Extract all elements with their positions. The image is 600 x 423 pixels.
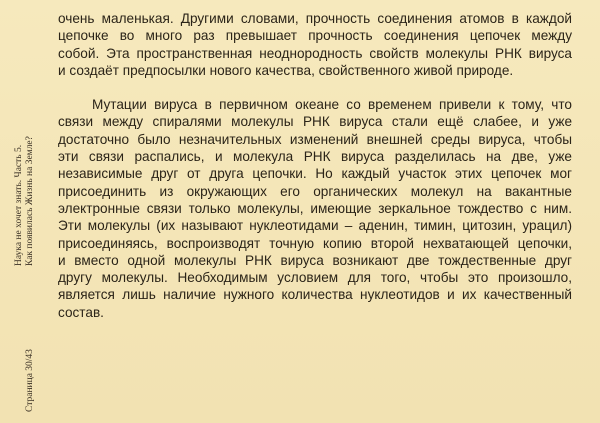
- paragraph-2: [58, 96, 572, 321]
- text-line: собой. Эта пространственная неоднородность свойств молекулы РНК вируса: [58, 45, 572, 61]
- text-line: очень маленькая. Другими словами, прочность соединения атомов в каждой: [58, 11, 572, 26]
- text-line: другу молекулы. Необходимым условием для того, чтобы это произошло,: [58, 270, 572, 286]
- book-title: [14, 136, 36, 266]
- text-line: электронные связи только молекулы, имеющие зеркальное тождество с ним.: [58, 200, 572, 216]
- text-line: цепочке во много раз превышает прочность соединения цепочек между: [58, 28, 572, 44]
- paragraph-1: [58, 10, 572, 79]
- text-line: независимые друг от друга цепочки. Но каждый участок этих цепочек мог: [58, 166, 572, 182]
- text-line: присоединяясь, воспроизводят точную копию второй нехватающей цепочки,: [58, 235, 572, 251]
- book-title-line-2: Как появилась Жизнь на Земле?: [25, 136, 35, 266]
- text-line: достаточно было незначительных изменений внешней среды вируса, чтобы: [58, 131, 572, 147]
- text-line: связи между спиралями молекулы РНК вируса стали ещё слабее, и уже: [58, 114, 572, 130]
- main-text: [58, 10, 572, 321]
- text-line: и вместо одной молекулы РНК вируса возникают две тождественные друг: [58, 252, 572, 268]
- sidebar-margin: [10, 8, 42, 416]
- text-line: Эти молекулы (их называют нуклеотидами – аденин, тимин, цитозин, урацил): [58, 218, 572, 234]
- text-line: является лишь наличие нужного количества нуклеотидов и их качественный: [58, 287, 572, 303]
- sidebar-rotated-text: [10, 8, 42, 416]
- text-line: присоединить из окружающих его органических молекул на вакантные: [58, 183, 572, 199]
- text-line: и создаёт предпосылки нового качества, свойственного живой природе.: [58, 62, 514, 78]
- text-line: Мутации вируса в первичном океане со временем привели к тому, что: [92, 97, 572, 113]
- page-number: Страница 30/43: [25, 349, 35, 412]
- text-line: эти связи распались, и молекула РНК вируса разделилась на две, уже: [58, 149, 572, 165]
- text-line: состав.: [58, 304, 104, 320]
- book-title-line-1: Наука не хочет знать. Часть 5.: [14, 144, 24, 266]
